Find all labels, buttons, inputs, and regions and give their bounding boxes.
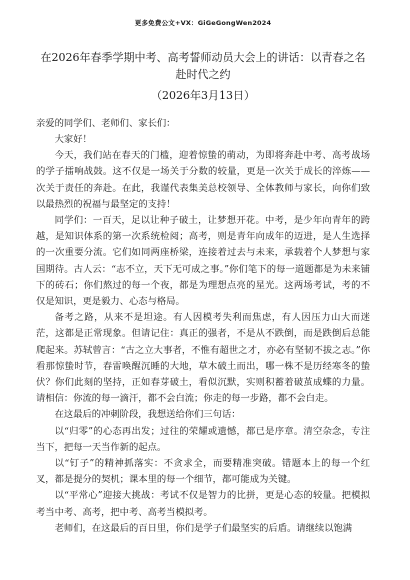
salutation: 亲爱的同学们、老师们、家长们：: [36, 118, 176, 129]
header-note: 更多免费公文+VX：GiGeGongWen2024: [134, 19, 272, 27]
paragraph: 以“归零”的心态再出发；过往的荣耀或遗憾，都已是序章。清空杂念，专注当下，把每一天当作新的起点。: [36, 425, 370, 453]
paragraph: 今天，我们站在春天的门槛，迎着惊蛰的萌动，为即将奔赴中考、高考战场的学子擂响战鼓。这不仅是一场关于分数的较量，更是一次关于成长的淬炼——次关于责任的奔赴。在此，我谨代表集美总校领导、全体教师与家长，向你们致以最热烈的祝福与最坚定的支持！: [36, 150, 370, 210]
speech-body: [36, 132, 370, 537]
paragraph: 老师们，在这最后的百日里，你们是学子们最坚实的后盾。请继续以饱满: [54, 522, 353, 534]
paragraph: 大家好！: [54, 134, 92, 145]
page-title: 在2026年春季学期中考、高考誓师动员大会上的讲话：以青春之名赴时代之约: [40, 51, 366, 81]
paragraph: 同学们：一百天，足以让种子破土，让梦想开花。中考，是少年向青年的跨越，是知识体系的第一次系统检阅；高考，则是青年向成年的迈进，是人生选择的一次重要分流。它们如同两座桥梁，连接着过去与未来，承载着个人梦想与家国期待。古人云：“志不立，天下无可成之事。”你们笔下的每一道题都是为未来铺下的砖石；你们熬过的每一个夜，都是为理想点亮的星光。这两场考试，考的不仅是知识，更是毅力、心态与格局。: [36, 215, 370, 308]
paragraph: 在这最后的冲刺阶段，我想送给你们三句话：: [54, 409, 241, 421]
speech-date: （2026年3月13日）: [151, 89, 255, 102]
paragraph: 备考之路，从来不是坦途。有人因模考失利而焦虑，有人因压力山大而迷茫，这都是正常现象。但请记住：真正的强者，不是从不跌倒，而是跌倒后总能爬起来。苏轼曾言：“古之立大事者，不惟有超世之才，亦必有坚韧不拔之志。”你看那惊蛰时节，春雷唤醒沉睡的大地，草木破土而出，哪一株不是历经寒冬的蛰伏？你们此刻的坚持，正如春芽破土，看似沉默，实则积蓄着破茧成蝶的力量。请相信：你流的每一滴汗，都不会白流；你走的每一步路，都不会白走。: [36, 312, 370, 405]
paragraph: 以“钉子”的精神抓落实：不贪求全，而要精准突破。错题本上的每一个红叉，都是提分的契机；课本里的每一个细节，都可能成为关键。: [36, 458, 370, 486]
paragraph: 以“平常心”迎接大挑战：考试不仅是智力的比拼，更是心态的较量。把模拟考当中考、高考，把中考、高考当模拟考。: [36, 490, 370, 518]
